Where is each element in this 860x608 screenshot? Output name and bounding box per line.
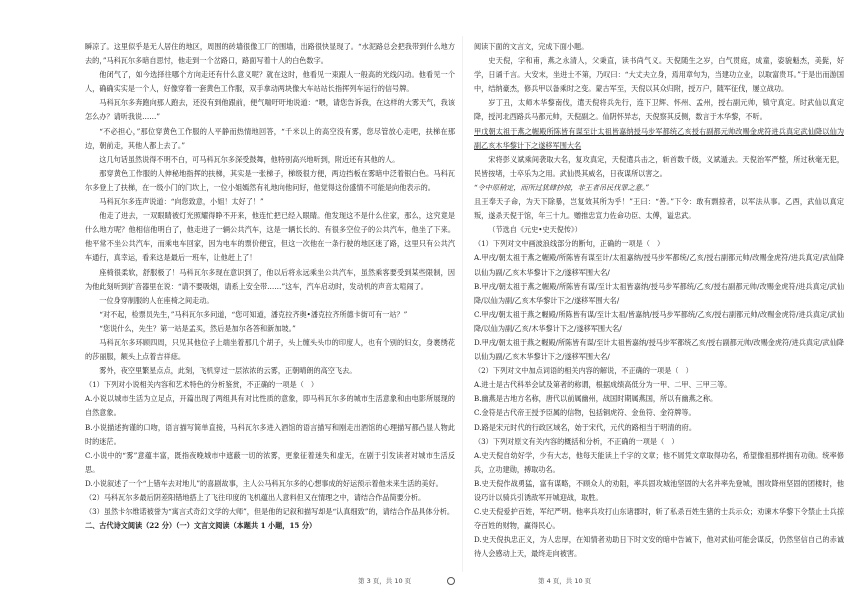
center-circle-mark [447, 577, 455, 585]
question-2-stem: （2）下列对文中加点词语的相关内容的解说，不正确的一项是（ ） [474, 366, 693, 376]
question-2-stem: （2）马科瓦尔多最后阴差阳错地搭上了飞往印度的飞机蕴出人意料但又在情理之中，请结合作品简要分析。 [85, 493, 426, 502]
question-3-stem: （3）下列对原文有关内容的概括和分析，不正确的一项是（ ） [474, 436, 679, 446]
wavy-underlined-passage: 甲戊朝太祖于燕之幄殿所陈皆有谋至计太祖皆嘉纳授马步军都统乙亥授右副都元帅改赐金虎符进兵真定武仙降以仙为副乙亥木华黎计下之遂移军围大名 [474, 126, 844, 150]
story-paragraph: 这几句话虽然说得不明不白，可马科瓦尔多深受鼓舞，他特别高兴地听到，附近还有其他的人。 [99, 154, 400, 164]
question-1-stem: （1）下列对小说相关内容和艺术特色的分析鉴赏，不正确的一项是（ ） [85, 380, 319, 390]
passage-paragraph: 岁丁丑，太师木华黎南伐，遣天倪将兵先行，连下卫辉、怀州、孟州，授右副元帅，镇守真定。时武仙以真定降，授河北西路兵马都元帅，天倪副之。仙阴怀异志，天倪察其反侧，数言于木华黎，不听。 [474, 98, 844, 122]
story-paragraph: “对不起，检票员先生，”马科瓦尔多问道，“您可知道，潘克拉齐奥•潘克拉齐所德卡街可有一站？” [99, 309, 408, 319]
passage-source: （节选自《元史•史天倪传》） [488, 225, 582, 235]
story-paragraph: 他闭气了，如今选择往哪个方向走还有什么意义呢？就在这时，他看见一束跟人一般高的光线闪动。他看见一个人，确确实实是一个人，好像穿着一套黄色工作服，双手拿动两块像大车站站长指挥列车运行的信号牌。 [85, 70, 455, 94]
passage-paragraph: 且王奉天子命，为天下除暴，岂复效其所为乎！”王曰：“善。”下令：敢有剽掠者，以军法从事。乙酉，武仙以真定叛，遂杀天倪于馆，年三十九。赠推忠宣力佐命功臣、太傅，谥忠武。 [474, 197, 844, 221]
story-paragraph: 马科瓦尔多奔跑向那人跑去，还没有到他跟前，便气喘吁吁地说道：“喂，请您告诉我，在这样的大雾天气，我该怎么办？请听我说……” [85, 98, 455, 122]
story-paragraph: “不必担心，”那位穿黄色工作服的人平静而热情地回答，“千米以上的高空没有雾，您尽管放心走吧，扶梯在那边，朝前走，其他人都上去了。” [85, 126, 455, 150]
question-1-option-d: D.小说叙述了一个“上错车去对地儿”的喜剧故事，主人公马科瓦尔多的心想事成的好运预示着他未来生活的美好。 [85, 478, 443, 488]
story-paragraph: 座椅很柔软，舒服极了！马科瓦尔多现在意识到了，他以后将永远乘坐公共汽车，虽然乘客要受到某些限制，因为他此刻听到扩音器里在说：“请不要吸烟，请系上安全带……”这车，汽车启动时，发动机的声音太喧闹了。 [85, 267, 455, 291]
question-1-option-a: A.甲戌/朝太祖于燕之幄殿/所陈皆有谋至计/太祖嘉纳/授马步军都统/乙亥/授右副都元帅/改赐金虎符/进兵真定/武仙降以仙为副/乙亥木华黎计下之/遂移军围大名/ [474, 253, 844, 277]
question-1-option-c: C.甲戌/朝太祖于燕之幄殿/所陈皆有谋/至计太祖/皆嘉纳/授马步军都统/乙亥/授右副都元帅/改赐金虎符/进兵真定/武仙降/以仙为副/乙亥/木华黎计下之/遂移军围大名/ [474, 309, 844, 333]
question-3-stem: （3）虽然卡尔维诺被誉为“寓言式奇幻文学的大师”，但是他的记叙和描写却是“认真细致”的，请结合作品具体分析。 [85, 507, 455, 517]
section-heading: 二、古代诗文阅读（22 分）（一）文言文阅读（本题共 1 小题，15 分） [85, 521, 317, 531]
question-3-option-d: D.史天倪执忠正义，为人忠厚，在知情者劝助日下时文安的暗中告诫下，他对武仙可能会谋反，仍然坚信自己的赤诚待人会感动上天，最终走向被害。 [474, 535, 844, 559]
question-1-stem: （1）下列对文中画波浪线部分的断句，正确的一项是（ ） [474, 239, 665, 249]
story-paragraph: 那穿黄色工作服的人伸秘地指挥的扶梯，其实是一张梯子，梯级很方便，两边挡板在雾暗中泛着银白色。马科瓦尔多登上了扶梯，在一级小门的门坎上，一位小姐嫣然有礼地向他问好，他觉得这份盛情不可能是向他表示的。 [85, 168, 455, 192]
question-2-option-b: B.幽燕是古地方名称，唐代以前属幽州，战国时期属燕国，所以有幽燕之称。 [474, 394, 718, 404]
question-3-option-a: A.史天倪自幼好学，少有大志，他每天能读上千字的文章；他不屑凭文章取得功名，希望像祖那样拥有功勋。统率修兵，立功建勋，搏取功名。 [474, 450, 844, 474]
story-paragraph: 马科瓦尔多环顾四周，只见其他位子上端坐着那几个胡子，头上缠头头巾的印度人，也有个别的妇女，身裹绣花的莎丽服，额头上点着吉祥痣。 [85, 337, 455, 362]
left-column [85, 40, 455, 533]
question-1-option-c: C.小说中的“雾”意蕴丰富，既指夜晚城市中遮蔽一切的浓雾，更象征着迷失和虚无，在剧于引发读者对城市生活反思。 [85, 450, 455, 474]
story-paragraph: 瞬凉了。这里似乎是无人居住的地区，周围的砖墙很像工厂的围墙，出路很快显现了。“水泥路总会把我带到什么地方去的，”马科瓦尔多暗自思忖，他走到一个岔路口，路面写着十人的白色数字。 [85, 42, 455, 66]
question-1-option-a: A.小说以城市生活为立足点，开篇出现了两组具有对比性质的意象，即马科瓦尔多的城市生活意象和由电影所展现的自然意象。 [85, 394, 455, 418]
question-1-option-b: B.甲戌/朝太祖于燕之幄殿/所陈皆有谋/至计太祖皆嘉纳/授马步军都统/乙亥/授右副都元帅/改赐金虎符/进兵真定/武仙降/以仙为副/乙亥木华黎计下之/遂移军围大名/ [474, 281, 844, 305]
story-paragraph: 他走了进去，一双眼睛被灯光照耀得睁不开来，他连忙把已经入眼睛。他发现这不是什么住家，那么，这究竟是什么地方呢？他相信他明白了，他走进了一辆公共汽车，这是一辆长长的、有很多空位子的公共汽车，他坐了下来。他平常不坐公共汽车，而乘电车回家，因为电车的票价便宜，但这一次他在一条行驶的地区迷了路，这里只有公共汽车通行，真幸运，看来这是最后一班车，让他赶上了！ [85, 211, 455, 263]
story-paragraph: 马科瓦尔多连声说道：“向您致意，小姐！太好了！” [99, 197, 264, 207]
column-divider [462, 36, 463, 572]
page-number-right: 第 4 页，共 10 页 [538, 577, 592, 585]
story-paragraph: 一位身穿制服的人在座椅之间走动。 [99, 295, 214, 305]
story-paragraph: 雾外，夜空里繁星点点，此刻，飞机穿过一层浓浓的云雾，正朝晴朗的高空飞去。 [99, 366, 357, 376]
question-3-option-c: C.史天倪爱护百姓，军纪严明。他率兵攻打山东诸郡时，斩了私杀百姓生猪的士兵示众；劝谏木华黎下令禁止士兵掠夺百姓的财物，赢得民心。 [474, 507, 844, 531]
italic-quote: “令中原稍定，而所过犹肆抄掠，非王者吊民伐罪之意。” [474, 182, 650, 192]
question-2-option-a: A.进士是古代科举会试及第者的称谓，根据成绩高低分为一甲、二甲、三甲三等。 [474, 380, 732, 390]
passage-paragraph: 史天倪，字和甫，燕之永清人，父秉直，读书尚气义。天倪随生之岁，白气贯庭，成童，姿貌魁杰，美髭，好学，日诵千言。大安末，坐进士不第，乃叹曰：“大丈夫立身，焉用章句为，当建功立业，以取富贵耳。”于是出而游国中，结纳豪杰，修兵甲以备乘时之变。蒙古军至，天倪以其众归附，授万户，随军征伐，屡立战功。 [474, 56, 844, 94]
right-column [474, 40, 844, 561]
question-1-option-b: B.小说描述拘谨的口吻，语言描写简单直接，马科瓦尔多进入酒馆的语言描写和刚走出酒馆的心理描写都凸显人物此时的迷茫。 [85, 422, 455, 446]
question-1-option-d: D.甲戌/朝太祖于燕之幄殿/所陈皆有谋/至计太祖皆嘉纳/授马步军都统乙亥/授右副都元帅/改赐金虎符/进兵真定/武仙降以仙为副/乙亥木华黎计下之/遂移军围大名/ [474, 337, 844, 362]
passage-paragraph: 宋将彭义斌乘间袭取大名，复攻真定，天倪遣兵击之，斩首数千级，义斌遁去。天倪治军严整，所过秋毫无犯，民皆按堵，士卒乐为之用。武仙畏其威名，日夜谋所以害之。 [474, 154, 844, 178]
story-paragraph: “您说什么，先生？第一站是孟买，然后是加尔各答和新加坡。” [99, 323, 296, 333]
page-number-left: 第 3 页，共 10 页 [358, 577, 412, 585]
passage-intro: 阅读下面的文言文，完成下面小题。 [474, 42, 589, 51]
question-2-option-d: D.路是宋元时代的行政区域名，始于宋代，元代的路相当于明清的府。 [474, 422, 696, 432]
question-3-option-b: B.史天倪作战勇猛，富有谋略，不顾众人的劝阻，率兵固攻城池坚固的大名并率先登城，围攻降州坚固的团楼时，他设巧计以骑兵引诱敌军开城迎战，取胜。 [474, 478, 844, 502]
question-2-option-c: C.金符是古代帝王授予臣属的信物，包括铜虎符、金鱼符、金符牌等。 [474, 408, 696, 418]
